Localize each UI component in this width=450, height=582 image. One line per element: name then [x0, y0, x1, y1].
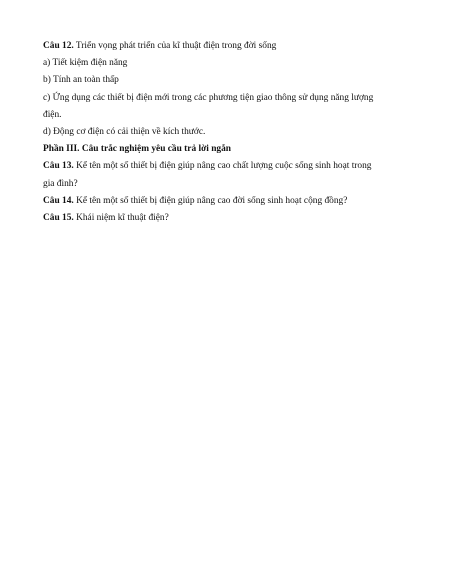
- question-13-label: Câu 13.: [43, 161, 74, 172]
- question-15-text: Khái niệm kĩ thuật điện?: [73, 213, 169, 224]
- question-13-text: Kể tên một số thiết bị điện giúp nâng cao chất lượng cuộc sống sinh hoạt trong: [73, 161, 372, 172]
- option-c-line-2: điện.: [43, 109, 62, 120]
- question-12: [43, 38, 415, 55]
- question-12-text: Triển vọng phát triển của kĩ thuật điện trong đời sống: [73, 41, 277, 51]
- question-15-label: Câu 15.: [43, 213, 74, 224]
- question-13-line-2: gia đình?: [43, 178, 78, 189]
- option-a: a) Tiết kiệm điện năng: [43, 58, 128, 69]
- option-b: b) Tính an toàn thấp: [43, 75, 119, 86]
- document-page: [43, 38, 415, 227]
- question-13-line-1: [43, 158, 415, 175]
- option-c-line-1: c) Ứng dụng các thiết bị điện mới trong các phương tiện giao thông sử dụng năng lượng: [43, 92, 374, 103]
- question-12-label: Câu 12.: [43, 41, 74, 51]
- section-3-heading: Phần III. Câu trắc nghiệm yêu cầu trả lời ngắn: [43, 144, 232, 155]
- question-15: [43, 210, 415, 227]
- question-14-label: Câu 14.: [43, 195, 74, 206]
- option-d: d) Động cơ điện có cải thiện về kích thước.: [43, 127, 206, 138]
- question-14-text: Kể tên một số thiết bị điện giúp nâng cao đời sống sinh hoạt cộng đồng?: [73, 195, 348, 206]
- question-14: [43, 193, 415, 210]
